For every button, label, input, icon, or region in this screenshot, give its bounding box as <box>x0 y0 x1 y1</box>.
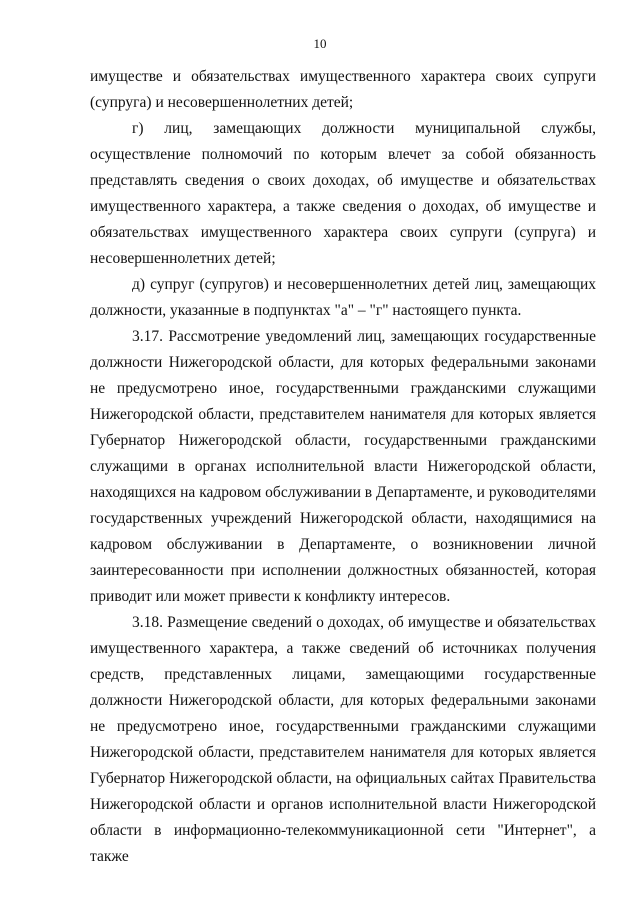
paragraph-continuation: имуществе и обязательствах имущественного характера своих супруги (супруга) и несовершеннолетних детей; <box>90 68 596 111</box>
paragraph-subitem-d: д) супруг (супругов) и несовершеннолетних детей лиц, замещающих должности, указанные в подпунктах "а" – "г" настоящего пункта. <box>90 276 596 319</box>
paragraph-item-3-17: 3.17. Рассмотрение уведомлений лиц, замещающих государственные должности Нижегородской области, для которых федеральными законами не предусмотрено иное, государственными гражданскими служащими Нижегородской области, представителем нанимателя для которых является Губернатор Нижегородской области, государственными гражданскими служащими в органах исполнительной власти Нижегородской области, находящихся на кадровом обслуживании в Департаменте, и руководителями государственных учреждений Нижегородской области, находящимися на кадровом обслуживании в Департаменте, о возникновении личной заинтересованности при исполнении должностных обязанностей, которая приводит или может привести к конфликту интересов. <box>90 328 596 605</box>
paragraph-item-3-18: 3.18. Размещение сведений о доходах, об имуществе и обязательствах имущественного характера, а также сведений об источниках получения средств, представленных лицами, замещающими государственные должности Нижегородской области, для которых федеральными законами не предусмотрено иное, государственными гражданскими служащими Нижегородской области, представителем нанимателя для которых является Губернатор Нижегородской области, на официальных сайтах Правительства Нижегородской области и органов исполнительной власти Нижегородской области в информационно-телекоммуникационной сети "Интернет", а также <box>90 614 596 865</box>
document-body <box>90 64 596 870</box>
page-number: 10 <box>313 36 327 51</box>
paragraph-subitem-g: г) лиц, замещающих должности муниципальной службы, осуществление полномочий по которым влечет за собой обязанность представлять сведения о своих доходах, об имуществе и обязательствах имущественного характера, а также сведения о доходах, об имуществе и обязательствах имущественного характера своих супруги (супруга) и несовершеннолетних детей; <box>90 120 596 267</box>
